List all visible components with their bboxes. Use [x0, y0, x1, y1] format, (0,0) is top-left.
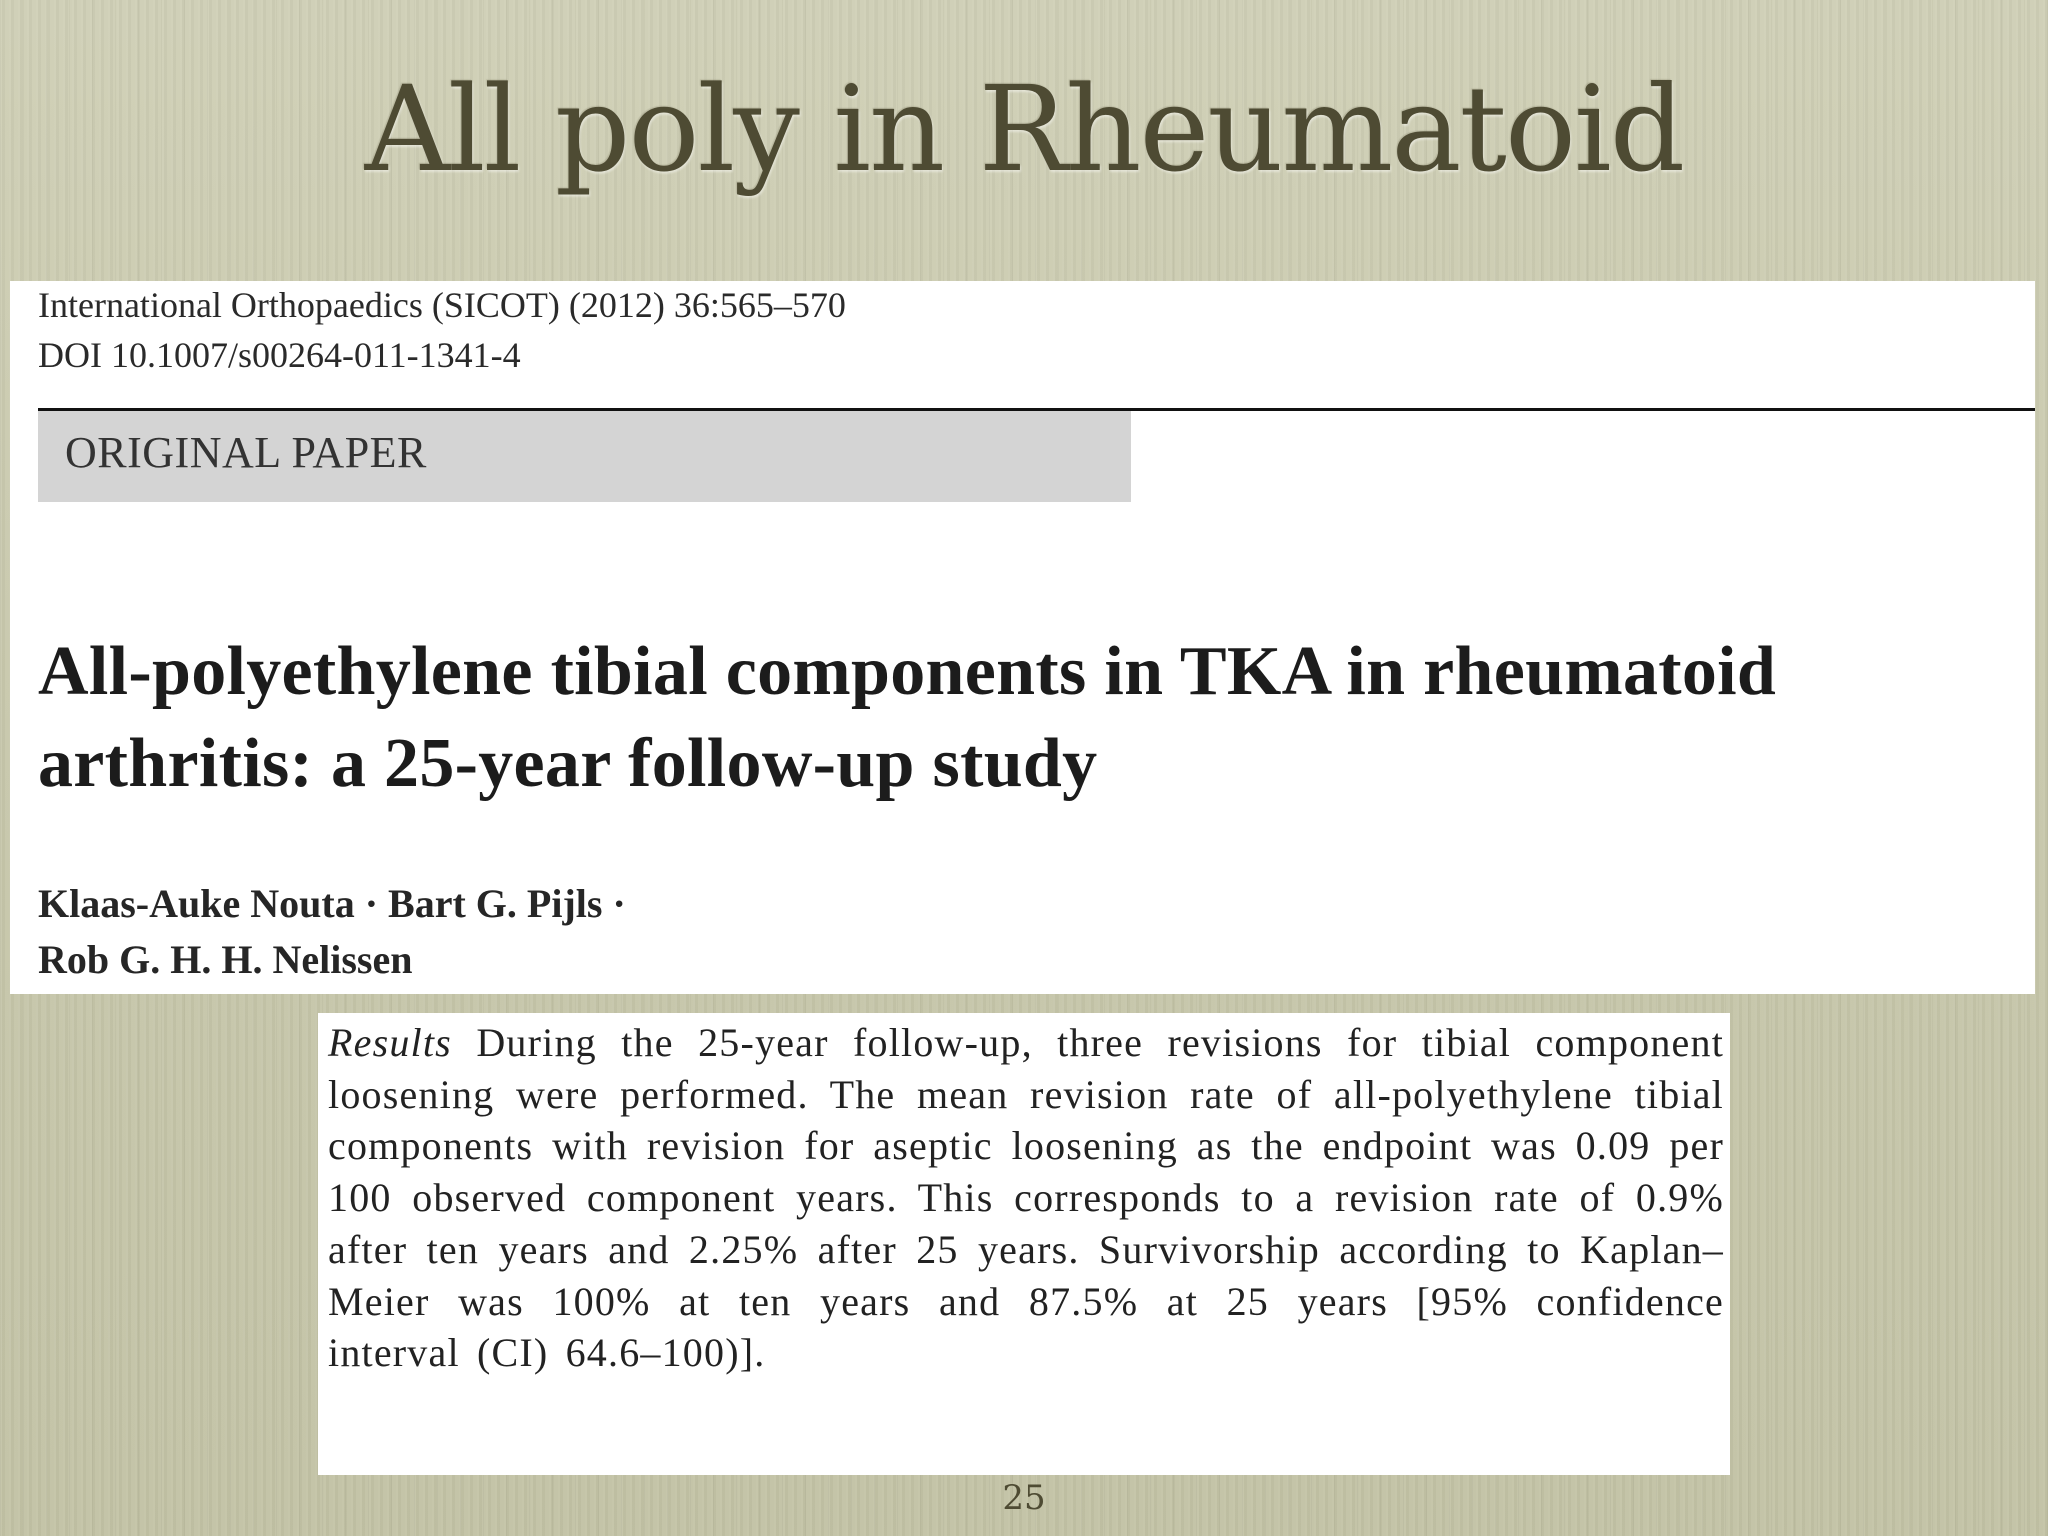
authors-line-1: Klaas-Auke Nouta · Bart G. Pijls · — [38, 881, 626, 926]
slide-title: All poly in Rheumatoid — [364, 60, 1684, 198]
paper-authors — [38, 876, 938, 988]
authors-line-2: Rob G. H. H. Nelissen — [38, 937, 413, 982]
results-paragraph — [328, 1017, 1724, 1379]
page-number: 25 — [1002, 1478, 1046, 1518]
paper-header-image — [10, 281, 2035, 994]
results-body: During the 25-year follow-up, three revisions for tibial component loosening were performed. The mean revision rate of all-polyethylene tibial components with revision for aseptic loosening as the endpoint was 0.09 per 100 observed component years. This corresponds to a revision rate of 0.9% after ten years and 2.25% after 25 years. Survivorship according to Kaplan–Meier was 100% at ten years and 87.5% at 25 years [95% confidence interval (CI) 64.6–100)]. — [328, 1020, 1725, 1376]
paper-title: All-polyethylene tibial components in TKA in rheumatoid arthritis: a 25-year follow-up study — [38, 633, 1777, 802]
journal-reference: International Orthopaedics (SICOT) (2012) 36:565–570 — [38, 285, 846, 325]
doi-line: DOI 10.1007/s00264-011-1341-4 — [38, 335, 521, 375]
results-excerpt — [318, 1013, 1730, 1475]
paper-type-band — [38, 411, 1131, 502]
results-label: Results — [328, 1020, 452, 1065]
paper-type-label: ORIGINAL PAPER — [65, 428, 427, 477]
